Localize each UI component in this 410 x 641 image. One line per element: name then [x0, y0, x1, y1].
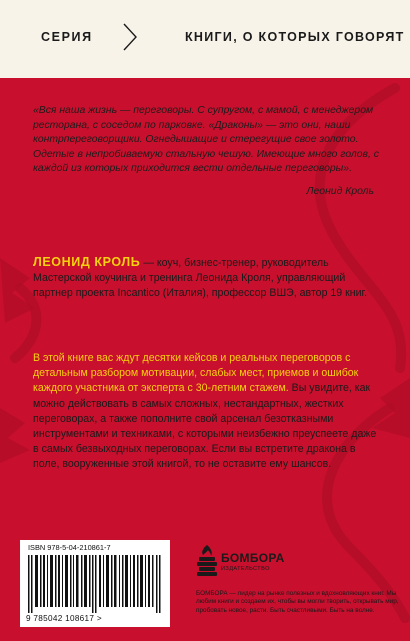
author-bio-text: — коуч, бизнес-тренер, руководитель Мастерской коучинга и тренинга Леонида Кроля, управляющий партнер проекта Incantico (Италия), профессор ВШЭ, автор 19 книг.: [33, 257, 368, 299]
publisher-name: БОМБОРА: [221, 551, 285, 565]
barcode-image: [28, 555, 162, 613]
author-bio: [33, 255, 383, 301]
isbn-number: ISBN 978-5-04-210861-7: [28, 543, 111, 552]
bombora-logo-icon: [196, 544, 218, 580]
series-title: КНИГИ, О КОТОРЫХ ГОВОРЯТ: [185, 30, 405, 44]
series-label: СЕРИЯ: [41, 30, 93, 44]
description-text: Вы увидите, как можно действовать в самых сложных, нестандартных, жестких переговорах, а также пополните свой арсенал безотказными инструментами и техниками, с которыми неизбежно преуспеете даже в самых безвыходных переговорах. Если вы встретите дракона в поле, вооруженные этой книгой, то не оставите ему шансов.: [33, 382, 377, 471]
barcode-block: [20, 540, 170, 627]
barcode-digits: 9 785042 108617 >: [26, 614, 102, 623]
author-name: ЛЕОНИД КРОЛЬ: [33, 255, 141, 269]
publisher-subtitle: ИЗДАТЕЛЬСТВО: [221, 566, 270, 572]
publisher-description: БОМБОРА — лидер на рынке полезных и вдохновляющих книг. Мы любим книги и создаем их, чтобы вы могли творить, открывать мир, пробовать новое, расти. Быть счастливыми. Быть на волне.: [196, 590, 399, 614]
quote-author: Леонид Кроль: [306, 186, 374, 197]
book-quote: «Вся наша жизнь — переговоры. С супругом, с мамой, с менеджером ресторана, с соседом по парковке. «Драконы» — это они, наши контрпереговорщики. Огнедышащие и стерегущие свое золото. Одетые в непробиваемую стальную чешую. Имеющие много голов, с каждой из которых приходится вести отдельные переговоры».: [33, 105, 379, 174]
description-highlight: В этой книге вас ждут десятки кейсов и реальных переговоров с детальным разбором мотивации, слабых мест, приемов и ошибок каждого участника от эксперта с 30-летним стажем.: [33, 352, 359, 395]
chevron-right-icon: [122, 22, 138, 52]
book-description: [33, 351, 383, 473]
series-header-bar: [0, 0, 410, 78]
